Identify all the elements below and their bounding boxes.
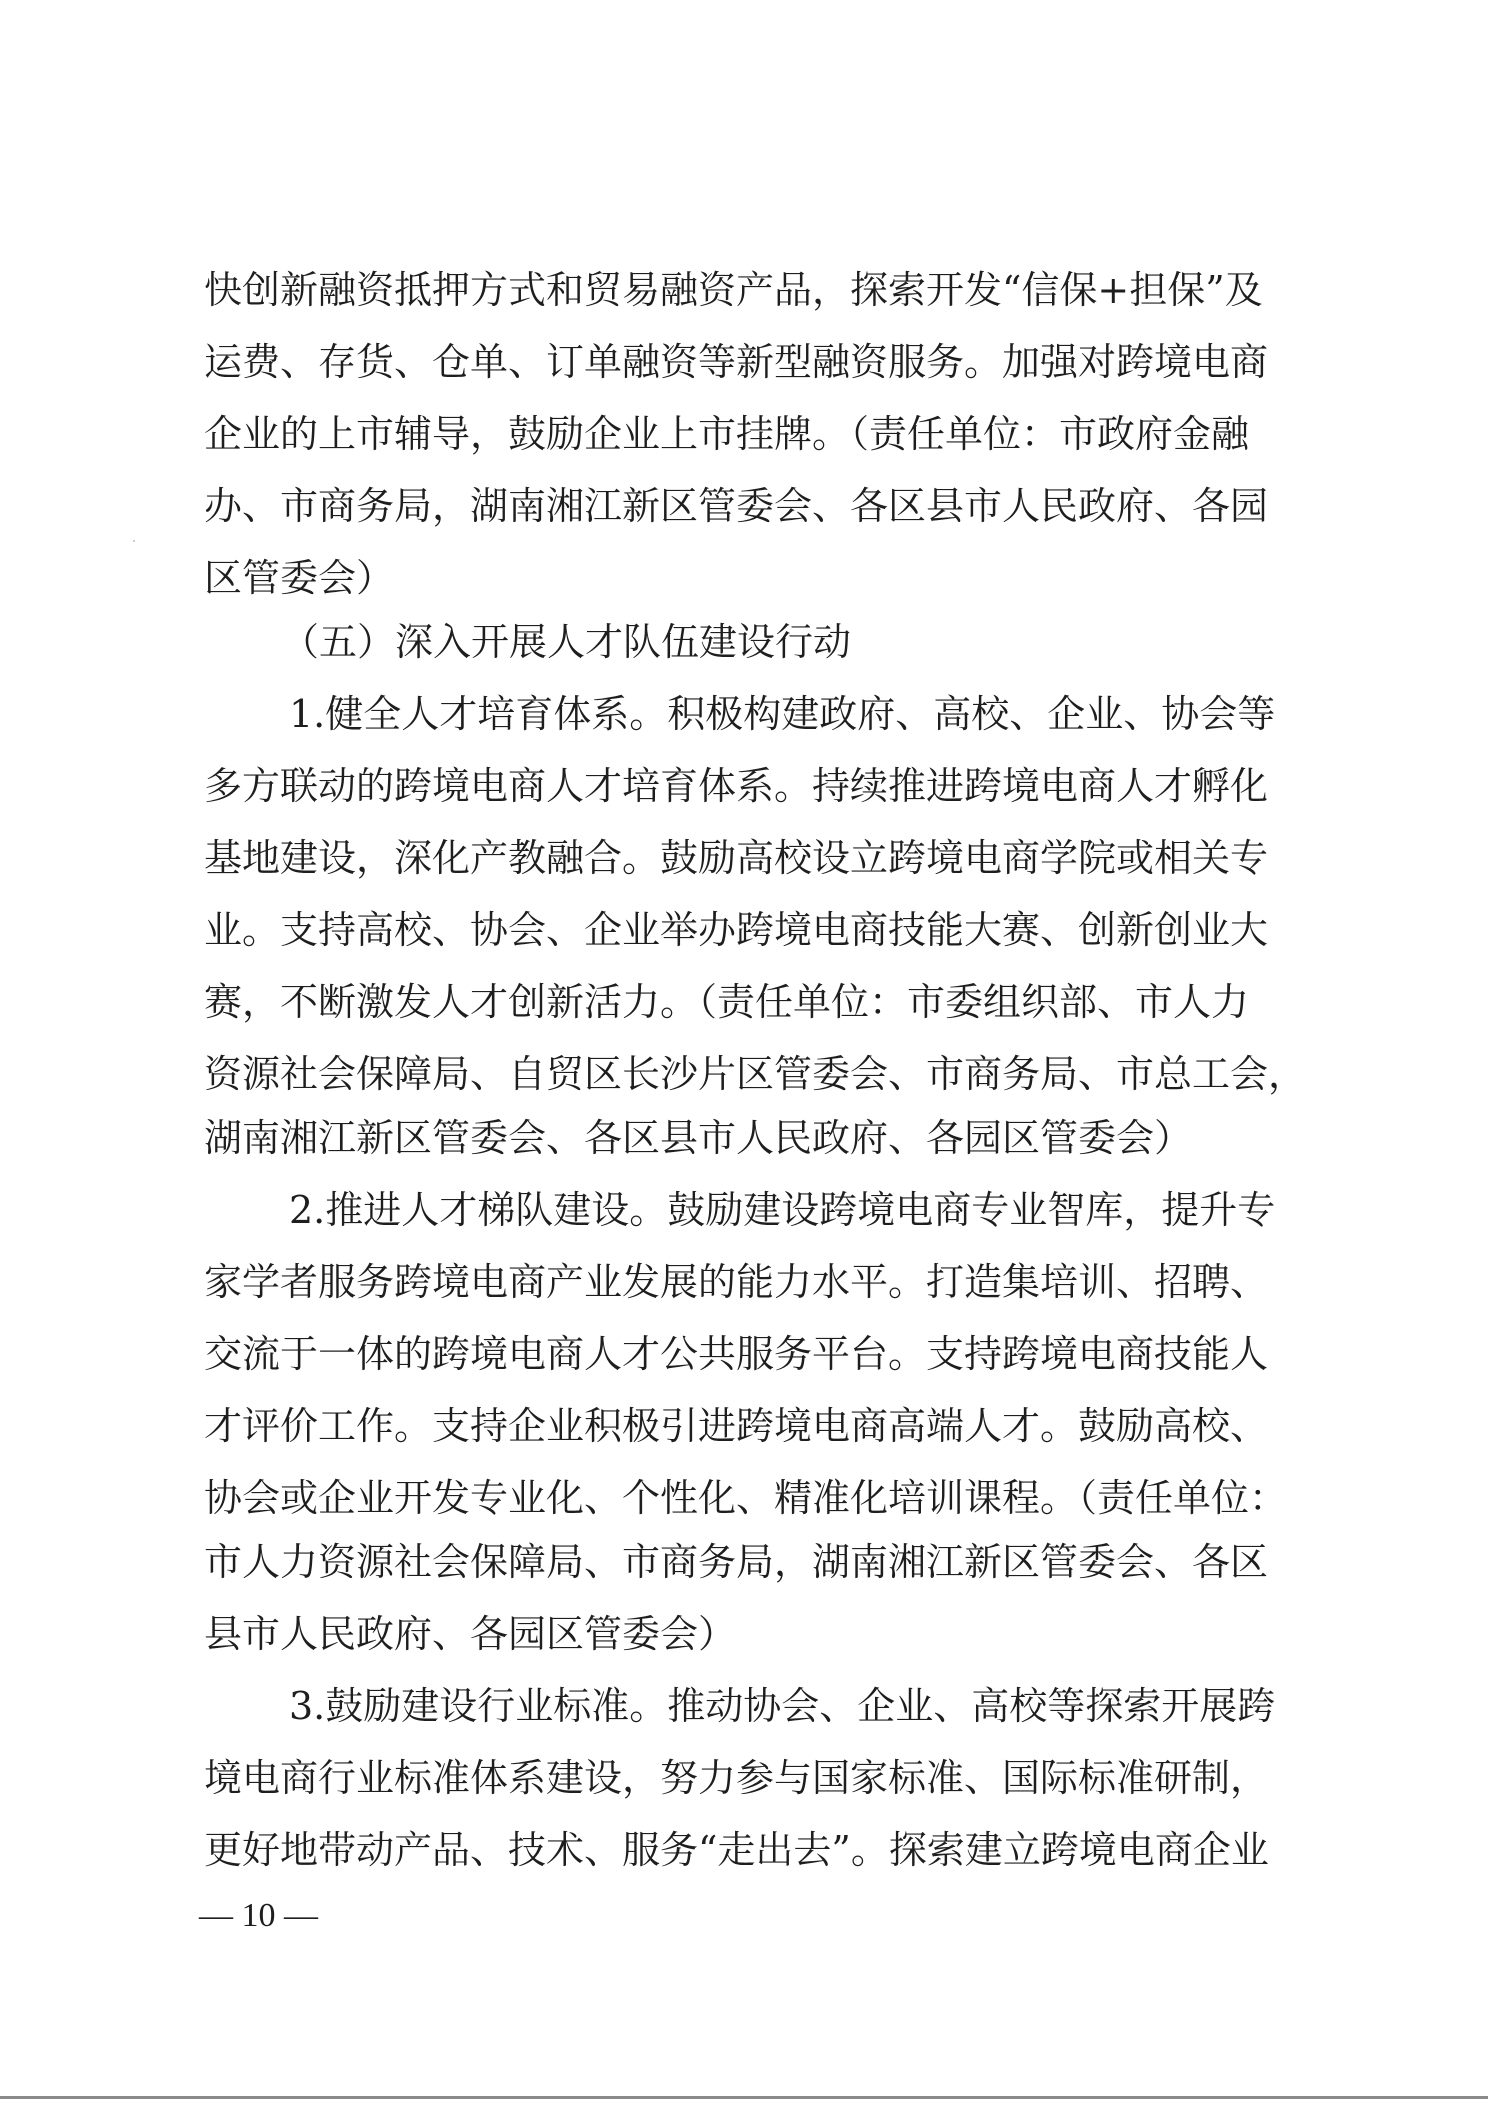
text-line: 3.鼓励建设行业标准。推动协会、企业、高校等探索开展跨 (289, 1684, 1276, 1728)
section-heading: （五）深入开展人才队伍建设行动 (281, 620, 852, 664)
text-line: 业。支持高校、协会、企业举办跨境电商技能大赛、创新创业大 (204, 908, 1269, 952)
text-line: 快创新融资抵押方式和贸易融资产品，探索开发“信保+担保”及 (204, 268, 1263, 312)
text-line: 协会或企业开发专业化、个性化、精准化培训课程。（责任单位： (204, 1476, 1288, 1520)
text-line: 区管委会） (204, 556, 395, 600)
text-line: 交流于一体的跨境电商人才公共服务平台。支持跨境电商技能人 (204, 1332, 1269, 1376)
text-line: 境电商行业标准体系建设，努力参与国家标准、国际标准研制， (204, 1756, 1269, 1800)
text-line: 基地建设，深化产教融合。鼓励高校设立跨境电商学院或相关专 (204, 836, 1269, 880)
text-line: 运费、存货、仓单、订单融资等新型融资服务。加强对跨境电商 (204, 340, 1269, 384)
scan-speck (133, 540, 135, 542)
text-line: 湖南湘江新区管委会、各区县市人民政府、各园区管委会） (204, 1116, 1193, 1160)
page-number: — 10 — (199, 1897, 318, 1934)
text-line: 1.健全人才培育体系。积极构建政府、高校、企业、协会等 (289, 692, 1276, 736)
text-line: 2.推进人才梯队建设。鼓励建设跨境电商专业智库，提升专 (289, 1188, 1276, 1232)
text-line: 资源社会保障局、自贸区长沙片区管委会、市商务局、市总工会， (204, 1052, 1307, 1096)
text-line: 市人力资源社会保障局、市商务局，湖南湘江新区管委会、各区 (204, 1540, 1269, 1584)
text-line: 县市人民政府、各园区管委会） (204, 1612, 737, 1656)
text-line: 赛，不断激发人才创新活力。（责任单位：市委组织部、市人力 (204, 980, 1250, 1024)
text-line: 企业的上市辅导，鼓励企业上市挂牌。（责任单位：市政府金融 (204, 412, 1250, 456)
text-line: 多方联动的跨境电商人才培育体系。持续推进跨境电商人才孵化 (204, 764, 1269, 808)
text-line: 家学者服务跨境电商产业发展的能力水平。打造集培训、招聘、 (204, 1260, 1269, 1304)
text-line: 更好地带动产品、技术、服务“走出去”。探索建立跨境电商企业 (204, 1828, 1269, 1872)
scan-edge (0, 2096, 1488, 2099)
text-line: 办、市商务局，湖南湘江新区管委会、各区县市人民政府、各园 (204, 484, 1269, 528)
text-line: 才评价工作。支持企业积极引进跨境电商高端人才。鼓励高校、 (204, 1404, 1269, 1448)
